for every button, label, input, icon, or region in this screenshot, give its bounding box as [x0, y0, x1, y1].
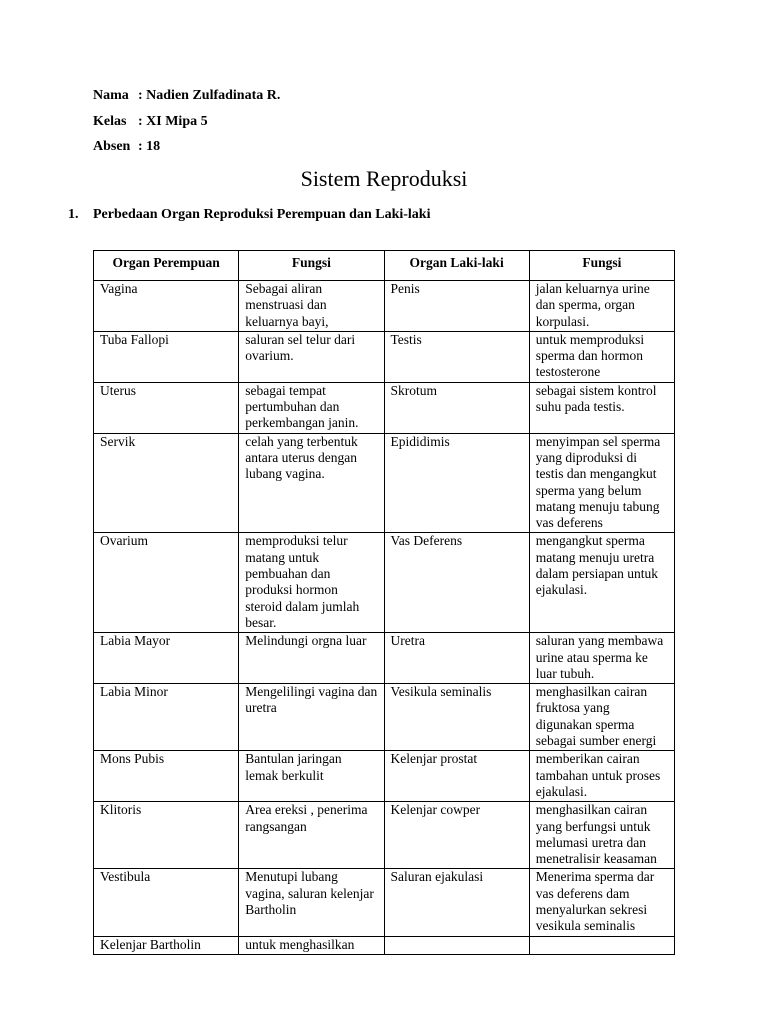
table-cell: sebagai sistem kontrol suhu pada testis.	[529, 382, 674, 433]
table-cell: celah yang terbentuk antara uterus dengan lubang vagina.	[239, 433, 384, 533]
table-cell: Menerima sperma dar vas deferens dam menyalurkan sekresi vesikula seminalis	[529, 869, 674, 936]
table-cell: Testis	[384, 331, 529, 382]
header-organ-laki-laki: Organ Laki-laki	[384, 251, 529, 281]
student-name-row	[93, 88, 280, 104]
table-cell: memproduksi telur matang untuk pembuahan dan produksi hormon steroid dalam jumlah besar.	[239, 533, 384, 633]
absen-value: : 18	[138, 139, 161, 154]
table-cell: Penis	[384, 281, 529, 332]
table-cell: menghasilkan cairan yang berfungsi untuk melumasi uretra dan menetralisir keasaman	[529, 802, 674, 869]
header-fungsi-laki-laki: Fungsi	[529, 251, 674, 281]
table-row	[94, 869, 675, 936]
table-cell: Menutupi lubang vagina, saluran kelenjar Bartholin	[239, 869, 384, 936]
table-cell: Ovarium	[94, 533, 239, 633]
table-cell: Kelenjar cowper	[384, 802, 529, 869]
table-cell	[384, 936, 529, 954]
table-cell: Bantulan jaringan lemak berkulit	[239, 751, 384, 802]
table-cell: saluran yang membawa urine atau sperma ke luar tubuh.	[529, 633, 674, 684]
table-cell: Mons Pubis	[94, 751, 239, 802]
table-header-row	[94, 251, 675, 281]
table-row	[94, 751, 675, 802]
student-class-row	[93, 114, 208, 130]
table-cell: Vagina	[94, 281, 239, 332]
table-cell: Labia Minor	[94, 684, 239, 751]
table-row	[94, 382, 675, 433]
table-cell: Vestibula	[94, 869, 239, 936]
table-cell: Klitoris	[94, 802, 239, 869]
student-absen-row	[93, 139, 160, 155]
header-fungsi-perempuan: Fungsi	[239, 251, 384, 281]
table-cell: Tuba Fallopi	[94, 331, 239, 382]
table-row	[94, 936, 675, 954]
table-cell: saluran sel telur dari ovarium.	[239, 331, 384, 382]
table-cell: Skrotum	[384, 382, 529, 433]
table-cell	[529, 936, 674, 954]
table-cell: menghasilkan cairan fruktosa yang digunakan sperma sebagai sumber energi	[529, 684, 674, 751]
table-cell: Sebagai aliran menstruasi dan keluarnya bayi,	[239, 281, 384, 332]
table-cell: Uretra	[384, 633, 529, 684]
table-cell: Uterus	[94, 382, 239, 433]
table-cell: Vas Deferens	[384, 533, 529, 633]
table-cell: Vesikula seminalis	[384, 684, 529, 751]
table-cell: Area ereksi , penerima rangsangan	[239, 802, 384, 869]
table-row	[94, 633, 675, 684]
table-cell: menyimpan sel sperma yang diproduksi di testis dan mengangkut sperma yang belum matang menuju tabung vas deferens	[529, 433, 674, 533]
absen-label: Absen	[93, 139, 131, 154]
name-value: : Nadien Zulfadinata R.	[138, 88, 281, 103]
table-cell: Saluran ejakulasi	[384, 869, 529, 936]
table-cell: memberikan cairan tambahan untuk proses ejakulasi.	[529, 751, 674, 802]
table-cell: Servik	[94, 433, 239, 533]
page-title: Sistem Reproduksi	[300, 166, 468, 191]
table-row	[94, 684, 675, 751]
class-label: Kelas	[93, 114, 127, 129]
table-row	[94, 433, 675, 533]
header-organ-perempuan: Organ Perempuan	[94, 251, 239, 281]
comparison-table	[93, 250, 675, 955]
name-label: Nama	[93, 88, 129, 103]
table-row	[94, 331, 675, 382]
table-cell: Mengelilingi vagina dan uretra	[239, 684, 384, 751]
section-number: 1.	[68, 207, 79, 222]
table-cell: Kelenjar prostat	[384, 751, 529, 802]
table-cell: untuk memproduksi sperma dan hormon testosterone	[529, 331, 674, 382]
class-value: : XI Mipa 5	[138, 114, 208, 129]
section-heading	[68, 207, 430, 223]
table-cell: untuk menghasilkan	[239, 936, 384, 954]
table-row	[94, 802, 675, 869]
table-cell: jalan keluarnya urine dan sperma, organ korpulasi.	[529, 281, 674, 332]
table-cell: sebagai tempat pertumbuhan dan perkembangan janin.	[239, 382, 384, 433]
section-title: Perbedaan Organ Reproduksi Perempuan dan Laki-laki	[93, 207, 431, 222]
table-row	[94, 281, 675, 332]
table-cell: mengangkut sperma matang menuju uretra dalam persiapan untuk ejakulasi.	[529, 533, 674, 633]
table-cell: Kelenjar Bartholin	[94, 936, 239, 954]
table-cell: Labia Mayor	[94, 633, 239, 684]
table-row	[94, 533, 675, 633]
table-cell: Epididimis	[384, 433, 529, 533]
table-cell: Melindungi orgna luar	[239, 633, 384, 684]
